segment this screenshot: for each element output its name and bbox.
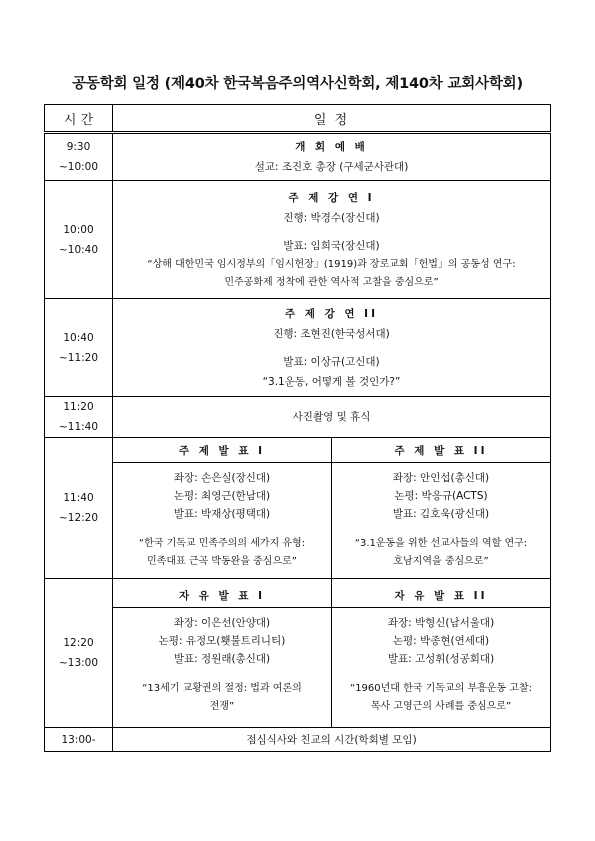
time-start: 11:40 [63, 492, 94, 504]
event-quote-line: 민주공화제 정착에 관한 역사적 고찰을 중심으로” [224, 276, 439, 288]
table-row [45, 299, 551, 397]
event-quote-line: “3.1운동, 어떻게 볼 것인가?” [262, 375, 401, 388]
page-title: 공동학회 일정 (제40차 한국복음주의역사신학회, 제140차 교회사학회) [72, 76, 523, 92]
time-cell [45, 397, 113, 438]
session-right [332, 438, 551, 578]
session-line: 좌장: 박형신(남서울대) [387, 617, 495, 629]
session-left [113, 579, 332, 727]
session-heading: 자 유 발 표 I [113, 586, 331, 608]
table-row [45, 579, 551, 728]
header-time: 시 간 [45, 105, 113, 133]
table-row [45, 728, 551, 752]
time-cell [45, 579, 113, 728]
table-row [45, 397, 551, 438]
session-line: 좌장: 손은실(장신대) [173, 472, 271, 484]
table-row [45, 133, 551, 181]
session-heading: 자 유 발 표 II [332, 586, 550, 608]
parallel-sessions [113, 438, 550, 578]
session-quote-line: “한국 기독교 민족주의의 세가지 유형: [138, 538, 306, 549]
session-quote-line: 전쟁” [209, 701, 235, 712]
event-line: 진행: 조현진(한국성서대) [273, 327, 390, 340]
session-line: 좌장: 안인섭(총신대) [392, 472, 490, 484]
session-right [332, 579, 551, 727]
event-quote-line: “상해 대한민국 임시정부의「임시헌장」(1919)과 장로교회「헌법」의 공동성 연구: [147, 258, 516, 270]
event-cell [113, 728, 551, 752]
time-start: 13:00- [61, 733, 96, 746]
time-end: ~10:40 [58, 243, 99, 256]
session-line: 좌장: 이은선(안양대) [173, 617, 271, 629]
session-quote-line: “3.1운동을 위한 선교사들의 역할 연구: [354, 538, 528, 549]
time-end: ~11:20 [58, 351, 99, 364]
time-end: ~11:40 [58, 421, 99, 433]
time-cell [45, 299, 113, 397]
session-quote-line: “1960년대 한국 기독교의 부흥운동 고찰: [350, 683, 532, 694]
time-cell [45, 133, 113, 181]
event-heading: 주 제 강 연 II [284, 307, 378, 320]
schedule-table [44, 104, 551, 752]
event-cell [113, 181, 551, 299]
time-end: ~13:00 [58, 657, 99, 669]
session-quote-line: 민족대표 근곡 박동완을 중심으로” [147, 556, 297, 567]
parallel-sessions-cell [113, 438, 551, 579]
session-line: 발표: 김호욱(광신대) [392, 508, 490, 520]
event-cell [113, 299, 551, 397]
event-text: 점심식사와 친교의 시간(학회별 모임) [246, 733, 417, 746]
session-heading: 주 제 발 표 II [332, 441, 550, 463]
time-cell [45, 438, 113, 579]
time-cell [45, 181, 113, 299]
event-text: 사진촬영 및 휴식 [292, 411, 371, 423]
session-quote-line: 목사 고영근의 사례를 중심으로” [370, 701, 512, 712]
session-line: 논평: 최영근(한남대) [173, 490, 271, 502]
event-line: 발표: 이상규(고신대) [283, 355, 380, 368]
time-start: 9:30 [66, 141, 91, 153]
event-line: 설교: 조진호 총장 (구세군사관대) [254, 161, 409, 173]
time-start: 10:40 [63, 331, 94, 344]
parallel-sessions [113, 579, 550, 727]
event-line: 진행: 박경수(장신대) [283, 211, 380, 224]
time-start: 10:00 [63, 223, 94, 236]
time-start: 12:20 [63, 637, 94, 649]
table-row [45, 438, 551, 579]
event-line: 발표: 임희국(장신대) [283, 239, 380, 252]
session-line: 논평: 박응규(ACTS) [394, 490, 488, 502]
table-header-row [45, 105, 551, 133]
parallel-sessions-cell [113, 579, 551, 728]
session-line: 발표: 정원래(총신대) [173, 653, 271, 665]
session-left [113, 438, 332, 578]
time-end: ~12:20 [58, 512, 99, 524]
time-end: ~10:00 [58, 161, 99, 173]
session-heading: 주 제 발 표 I [113, 441, 331, 463]
event-heading: 주 제 강 연 I [288, 191, 375, 204]
event-heading: 개 회 예 배 [295, 141, 368, 153]
time-start: 11:20 [63, 401, 94, 413]
session-line: 발표: 고성휘(성공회대) [387, 653, 495, 665]
header-schedule: 일 정 [113, 105, 551, 133]
table-row [45, 181, 551, 299]
session-quote-line: 호남지역을 중심으로” [393, 556, 489, 567]
session-quote-line: “13세기 교황권의 절정: 법과 여론의 [142, 683, 302, 694]
session-line: 논평: 박종현(연세대) [392, 635, 490, 647]
event-cell [113, 397, 551, 438]
session-line: 발표: 박재상(평택대) [173, 508, 271, 520]
time-cell [45, 728, 113, 752]
event-cell [113, 133, 551, 181]
session-line: 논평: 유정모(횃불트리니티) [158, 635, 286, 647]
